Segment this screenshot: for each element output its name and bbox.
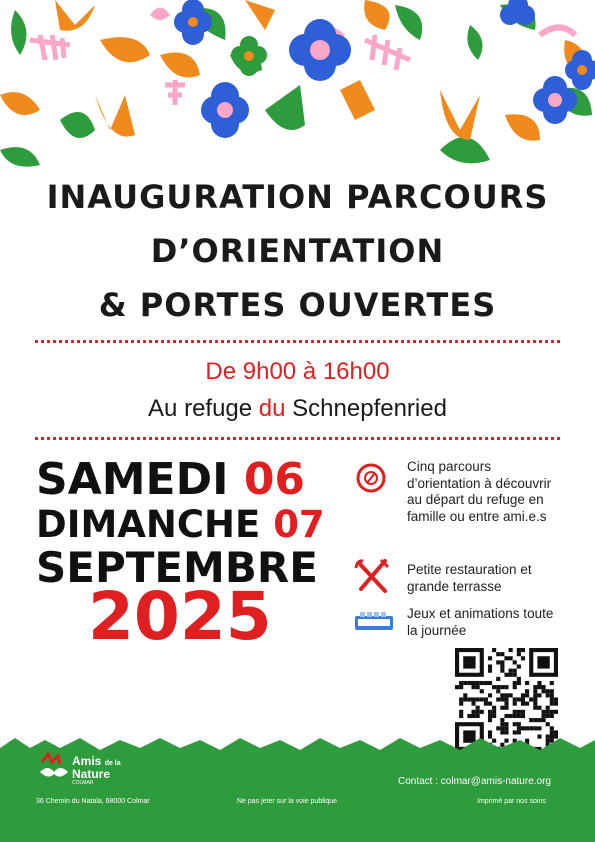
date-line-2 bbox=[36, 503, 325, 546]
day-number-07: 07 bbox=[273, 503, 325, 546]
compass-icon bbox=[355, 462, 387, 494]
footer-notice: Ne pas jeter sur la voie publique bbox=[237, 798, 338, 805]
qr-code[interactable] bbox=[455, 648, 558, 751]
footer-contact: Contact : colmar@amis-nature.org bbox=[398, 776, 551, 787]
logo-icon bbox=[38, 752, 70, 782]
title-line-1: INAUGURATION PARCOURS bbox=[46, 178, 549, 216]
game-icon bbox=[354, 610, 394, 632]
feature-food-text: Petite restauration et grande terrasse bbox=[407, 562, 532, 594]
logo-small: de la bbox=[104, 760, 121, 767]
day-saturday: SAMEDI bbox=[36, 454, 229, 505]
divider-bottom bbox=[35, 437, 560, 440]
place-text-after: Schnepfenried bbox=[285, 395, 447, 422]
month: SEPTEMBRE bbox=[36, 543, 318, 592]
place-text-before: Au refuge bbox=[148, 395, 259, 422]
logo-nature: Nature bbox=[72, 767, 111, 781]
footer-address: 36 Chemin du Natala, 68000 Colmar bbox=[36, 798, 150, 805]
footer-printed: Imprimé par nos soins bbox=[477, 798, 546, 805]
fork-knife-icon bbox=[354, 558, 390, 594]
logo-text bbox=[72, 754, 121, 768]
title-line-2: D’ORIENTATION bbox=[150, 232, 445, 270]
day-number-06: 06 bbox=[243, 454, 306, 505]
divider-top bbox=[35, 340, 560, 343]
feature-orientation-text: Cinq parcours d’orientation à découvrir au départ du refuge en famille ou entre ami.e.s bbox=[407, 459, 552, 524]
date-line-1 bbox=[36, 454, 305, 505]
feature-games-text: Jeux et animations toute la journée bbox=[407, 606, 554, 638]
event-hours: De 9h00 à 16h00 bbox=[205, 358, 390, 385]
day-sunday: DIMANCHE bbox=[36, 503, 261, 546]
floral-header-illustration bbox=[0, 0, 595, 175]
logo-main: Amis bbox=[72, 754, 102, 768]
logo-city: COLMAR bbox=[72, 780, 94, 786]
year: 2025 bbox=[88, 578, 272, 655]
title-line-3: & PORTES OUVERTES bbox=[98, 286, 497, 324]
place-text-highlight: du bbox=[258, 395, 286, 422]
event-place bbox=[0, 395, 595, 423]
